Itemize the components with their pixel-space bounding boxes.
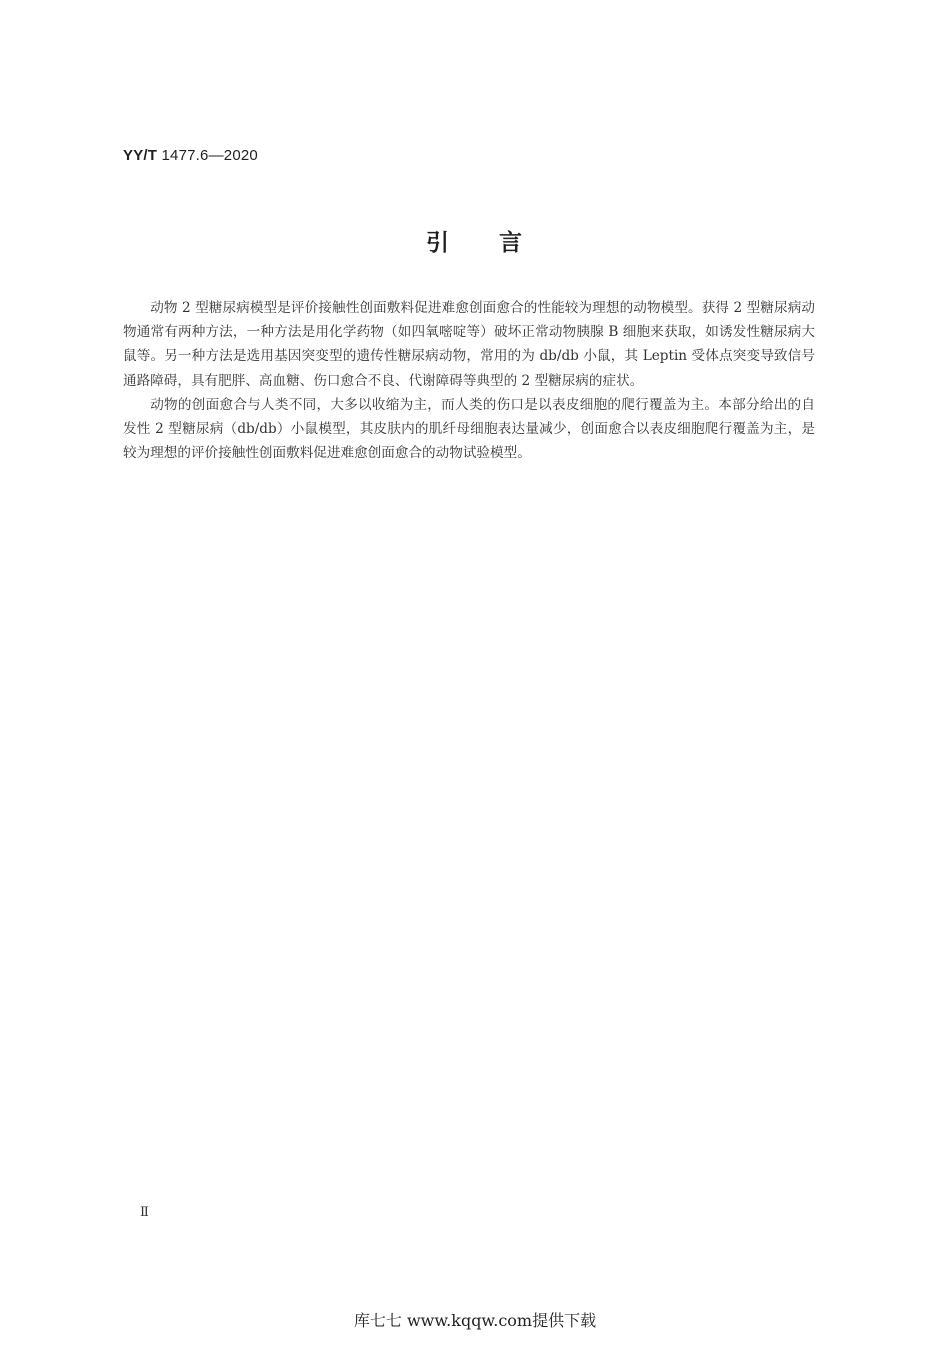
standard-number: 1477.6—2020 [161, 147, 258, 164]
paragraph-2: 动物的创面愈合与人类不同，大多以收缩为主，而人类的伤口是以表皮细胞的爬行覆盖为主。本部分给出的自发性 2 型糖尿病（db/db）小鼠模型，其皮肤内的肌纤母细胞表达量减少，创面愈合以表皮细胞爬行覆盖为主，是较为理想的评价接触性创面敷料促进难愈创面愈合的动物试验模型。 [123, 396, 815, 462]
download-footer: 库七七 www.kqqw.com提供下载 [353, 1311, 597, 1330]
section-title: 引言 [426, 230, 572, 256]
paragraph-1: 动物 2 型糖尿病模型是评价接触性创面敷料促进难愈创面愈合的性能较为理想的动物模型。获得 2 型糖尿病动物通常有两种方法，一种方法是用化学药物（如四氧嘧啶等）破坏正常动物胰腺 B 细胞来获取，如诱发性糖尿病大鼠等。另一种方法是选用基因突变型的遗传性糖尿病动物，常用的为 db/db 小鼠，其 Leptin 受体点突变导致信号通路障碍，具有肥胖、高血糖、伤口愈合不良、代谢障碍等典型的 2 型糖尿病的症状。 [123, 300, 815, 389]
standard-code [123, 147, 258, 164]
page-number: Ⅱ [140, 1205, 149, 1220]
standard-prefix: YY/T [123, 147, 158, 164]
body-text [123, 296, 815, 465]
